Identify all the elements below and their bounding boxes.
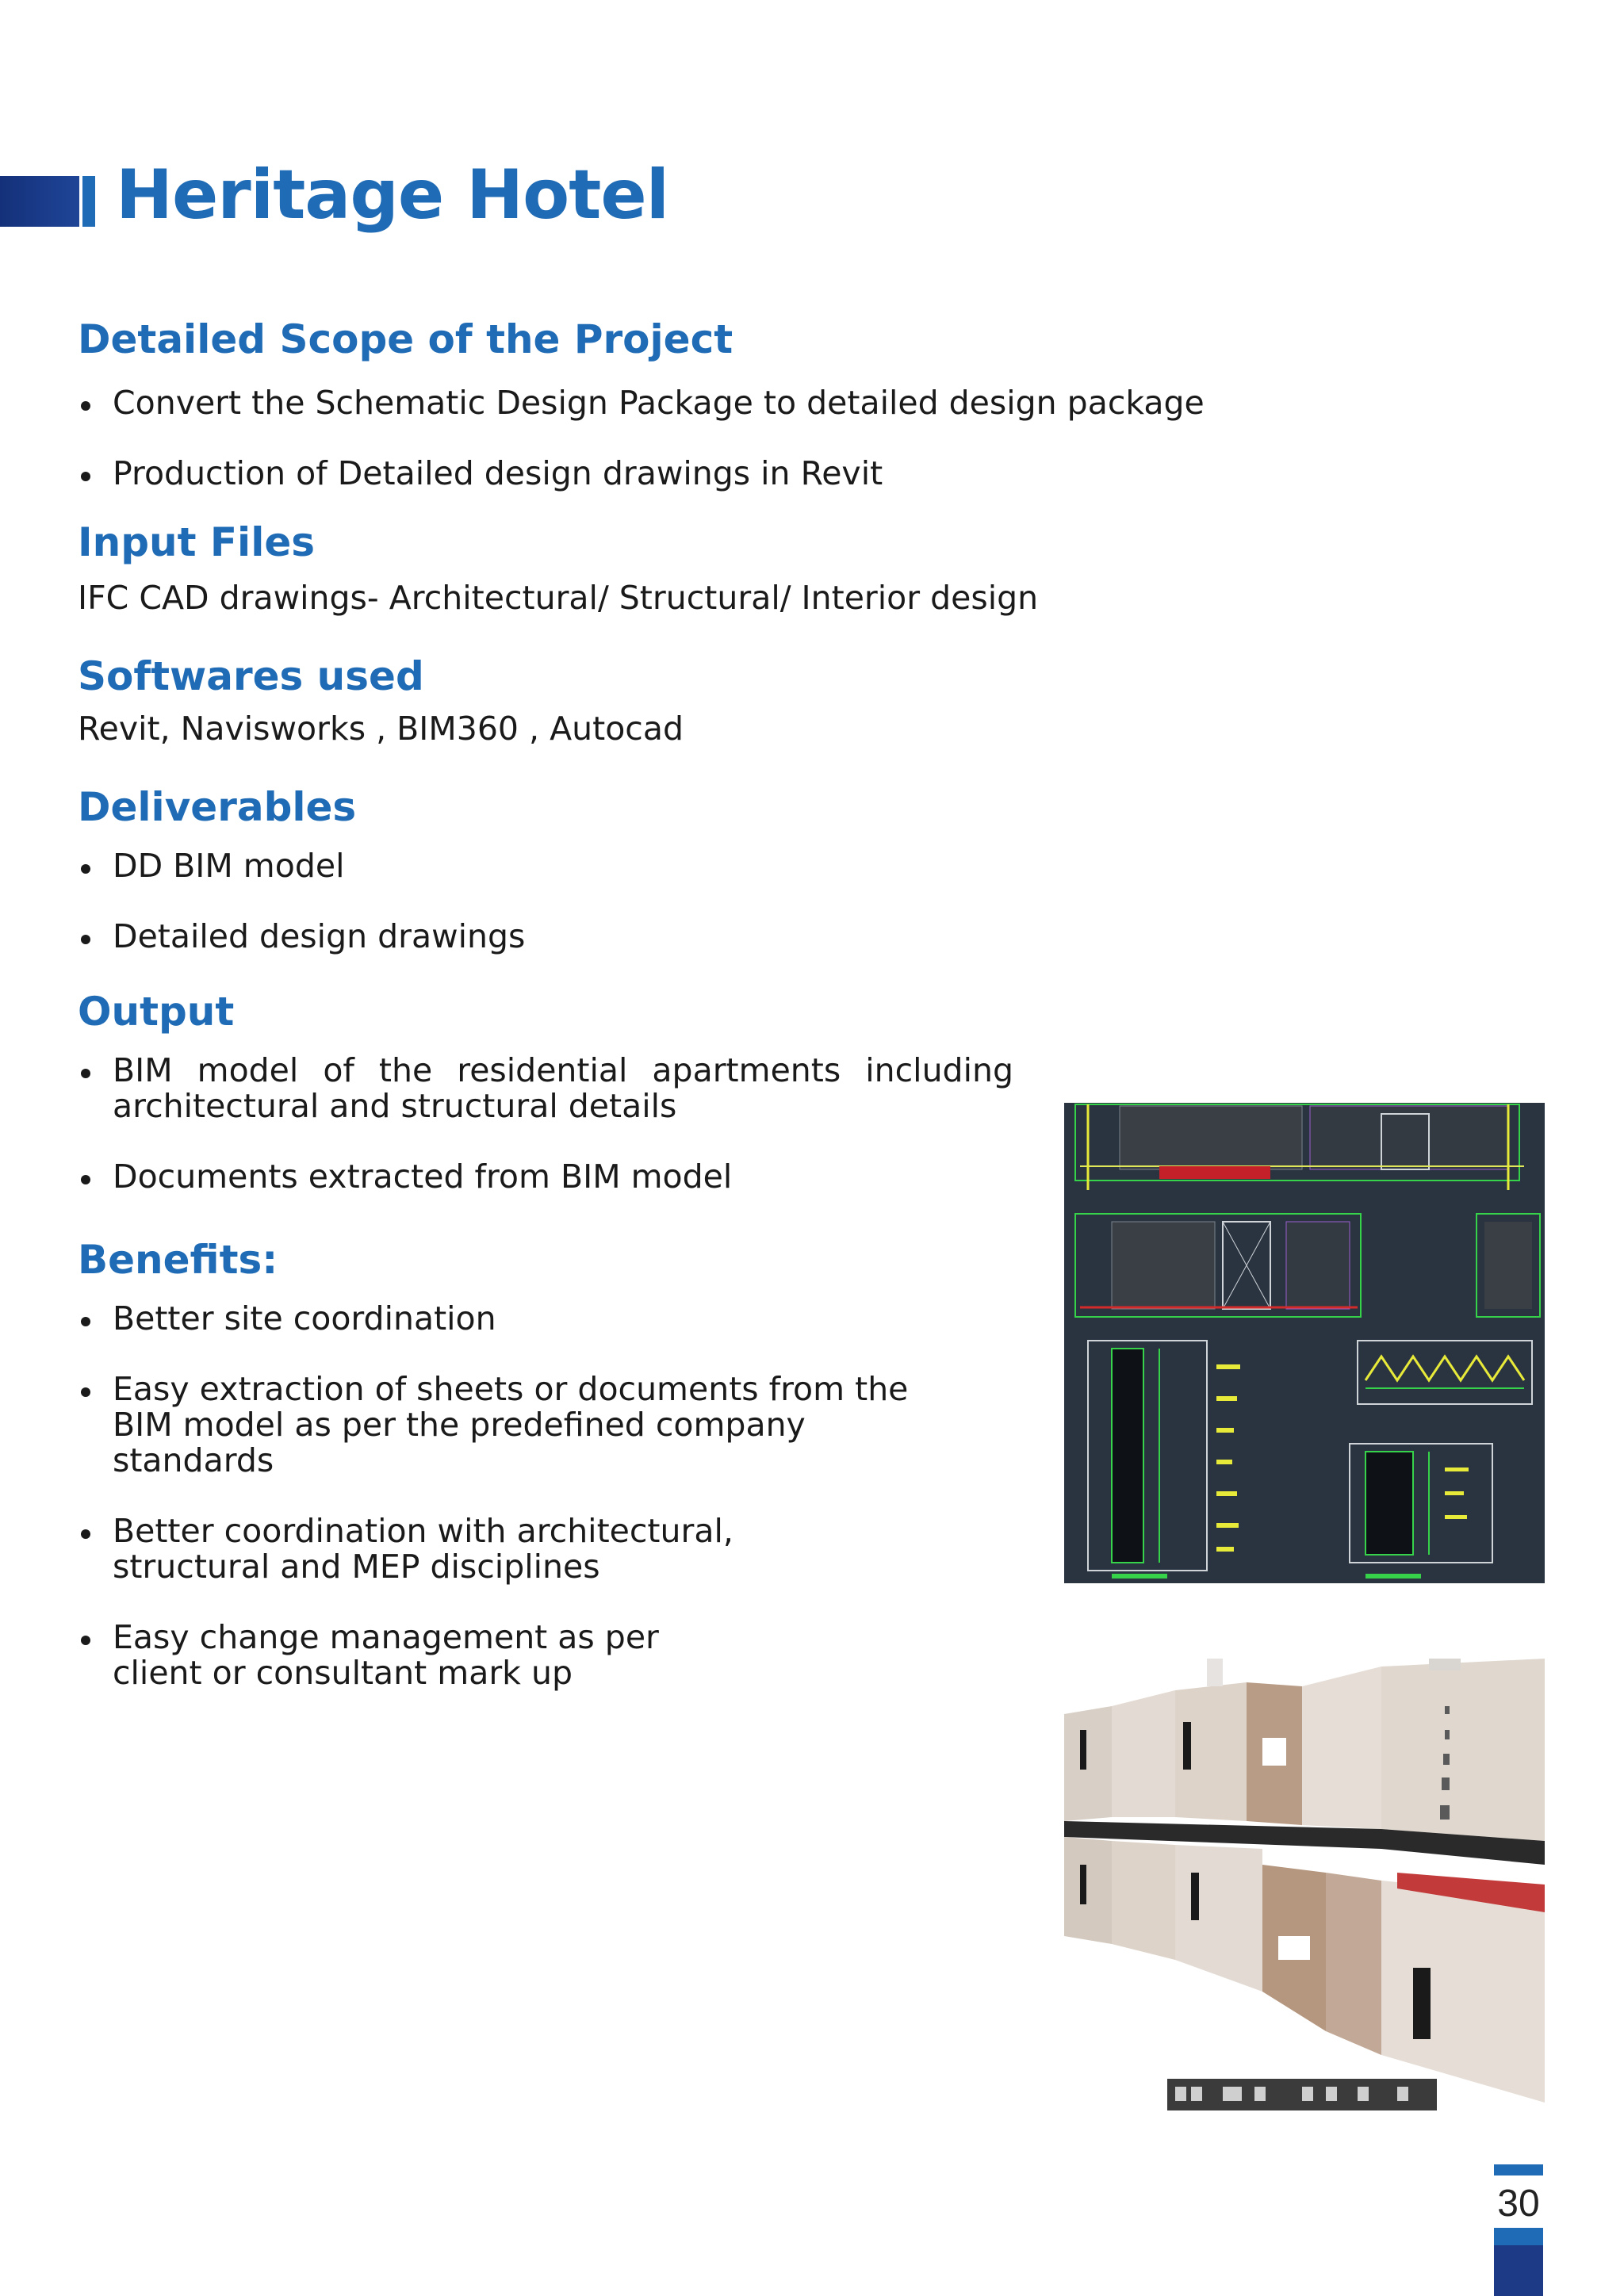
scope-item: Production of Detailed design drawings in Revit [78, 456, 1053, 492]
input-files-text: IFC CAD drawings- Architectural/ Structural/ Interior design [78, 579, 1039, 617]
scope-list [78, 384, 1205, 492]
benefit-item: Better coordination with architectural, structural and MEP disciplines [78, 1513, 826, 1585]
scope-item: Convert the Schematic Design Package to detailed design package [78, 385, 1053, 421]
bim-model-graphic [1064, 1659, 1545, 2119]
benefit-item: Easy change management as per client or consultant mark up [78, 1620, 731, 1691]
benefits-heading: Benefits: [78, 1237, 278, 1283]
page-number-marker [1494, 2164, 1543, 2296]
page-title: Heritage Hotel [116, 155, 669, 235]
softwares-heading: Softwares used [78, 653, 424, 699]
deliverable-item: DD BIM model [78, 848, 1053, 884]
softwares-text: Revit, Navisworks , BIM360 , Autocad [78, 710, 684, 748]
benefit-item: Better site coordination [78, 1301, 910, 1337]
bim-model-render-image [1064, 1659, 1545, 2119]
scope-heading: Detailed Scope of the Project [78, 316, 733, 362]
input-files-heading: Input Files [78, 519, 315, 565]
deliverables-list [78, 848, 1053, 955]
page-marker-top-bar [1494, 2164, 1543, 2175]
page-marker-bottom-bar [1494, 2245, 1543, 2296]
output-item: Documents extracted from BIM model [78, 1159, 1013, 1195]
title-accent-tip [82, 176, 95, 227]
deliverable-item: Detailed design drawings [78, 919, 1053, 955]
benefits-list [78, 1301, 910, 1691]
title-accent-bar [0, 176, 79, 227]
output-item: BIM model of the residential apartments including architectural and structural details [78, 1053, 1013, 1124]
page-number: 30 [1497, 2183, 1540, 2225]
cad-drawing-graphic [1064, 1103, 1545, 1583]
page-marker-mid-bar [1494, 2228, 1543, 2245]
deliverables-heading: Deliverables [78, 784, 357, 830]
benefit-item: Easy extraction of sheets or documents from the BIM model as per the predefined company standards [78, 1372, 910, 1479]
output-heading: Output [78, 989, 235, 1035]
cad-drawing-image [1064, 1103, 1545, 1583]
content-column [78, 316, 1205, 1692]
output-list [78, 1053, 1013, 1195]
